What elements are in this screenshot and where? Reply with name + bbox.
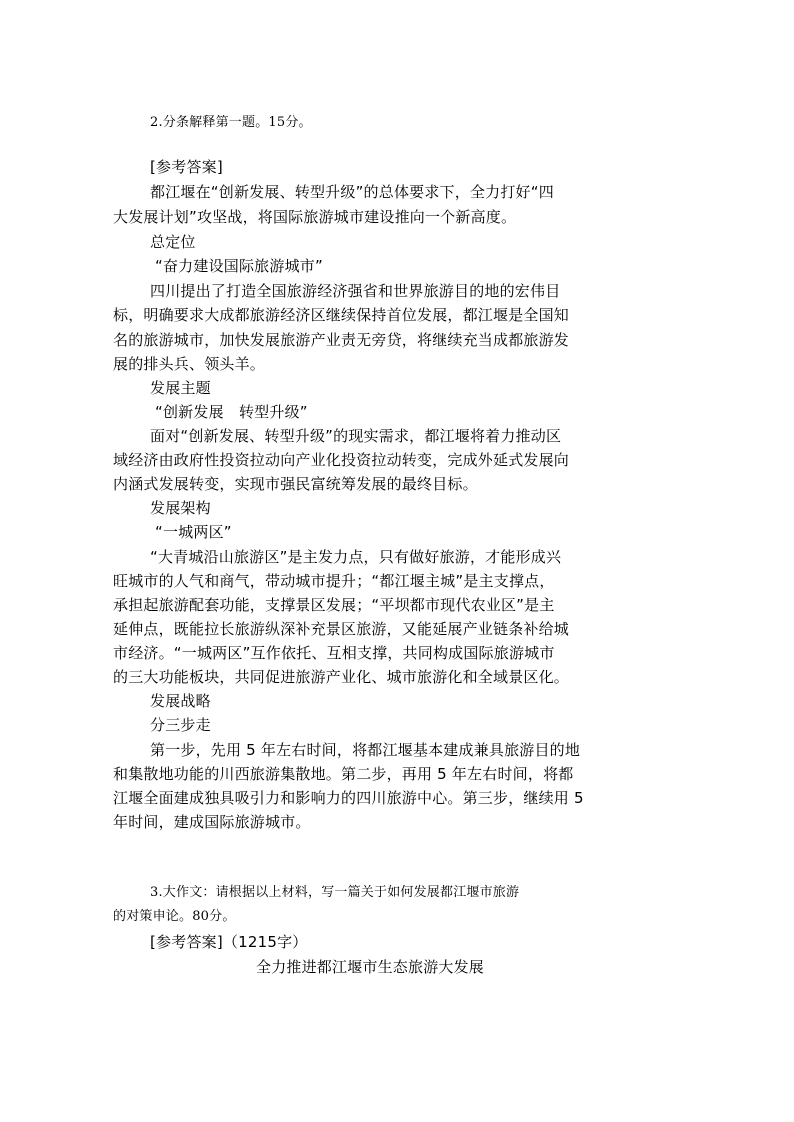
section-body-line: 面对“创新发展、转型升级”的现实需求，都江堰将着力推动区 [150, 427, 562, 445]
section-body-line: 名的旅游城市，加快发展旅游产业责无旁贷，将继续充当成都旅游发 [113, 331, 570, 349]
section-body-line: 江堰全面建成独具吸引力和影响力的四川旅游中心。第三步，继续用 5 [113, 789, 584, 807]
section-body-line: 内涵式发展转变，实现市强民富统筹发展的最终目标。 [113, 475, 478, 493]
question-3-prompt-line: 3.大作文：请根据以上材料，写一篇关于如何发展都江堰市旅游 [150, 885, 520, 900]
section-slogan: 分三步走 [150, 716, 211, 734]
section-body-line: 和集散地功能的川西旅游集散地。第二步，再用 5 年左右时间，将都 [113, 765, 574, 783]
section-slogan: “一城两区” [155, 523, 232, 541]
section-body-line: 四川提出了打造全国旅游经济强省和世界旅游目的地的宏伟目 [150, 282, 561, 300]
question-3-answer-label: [参考答案]（1215字） [150, 933, 308, 951]
section-heading: 发展战略 [150, 692, 211, 710]
question-3-prompt-line: 的对策申论。80分。 [113, 909, 236, 924]
section-heading: 发展架构 [150, 499, 211, 517]
section-heading: 发展主题 [150, 379, 211, 397]
section-body-line: 的三大功能板块，共同促进旅游产业化、城市旅游化和全域景区化。 [113, 668, 570, 686]
essay-title: 全力推进都江堰市生态旅游大发展 [256, 958, 485, 976]
section-body-line: 标，明确要求大成都旅游经济区继续保持首位发展，都江堰是全国知 [113, 306, 570, 324]
section-body-line: “大青城沿山旅游区”是主发力点，只有做好旅游，才能形成兴 [150, 548, 562, 566]
question-2-answer-label: [参考答案] [150, 158, 223, 176]
section-body-line: 承担起旅游配套功能，支撑景区发展；“平坝都市现代农业区”是主 [113, 596, 555, 614]
section-slogan: “创新发展 转型升级” [155, 403, 308, 421]
section-body-line: 第一步，先用 5 年左右时间，将都江堰基本建成兼具旅游目的地 [150, 741, 581, 759]
question-2-prompt: 2.分条解释第一题。15分。 [150, 115, 312, 130]
section-body-line: 延伸点，既能拉长旅游纵深补充景区旅游，又能延展产业链条补给城 [113, 620, 570, 638]
section-slogan: “奋力建设国际旅游城市” [155, 257, 323, 275]
intro-line: 大发展计划”攻坚战，将国际旅游城市建设推向一个新高度。 [113, 208, 517, 226]
section-body-line: 年时间，建成国际旅游城市。 [113, 813, 311, 831]
section-body-line: 域经济由政府性投资拉动向产业化投资拉动转变，完成外延式发展向 [113, 451, 570, 469]
section-body-line: 展的排头兵、领头羊。 [113, 355, 266, 373]
intro-line: 都江堰在“创新发展、转型升级”的总体要求下，全力打好“四 [150, 183, 554, 201]
section-body-line: 市经济。“一城两区”互作依托、互相支撑，共同构成国际旅游城市 [113, 644, 555, 662]
section-heading: 总定位 [150, 233, 196, 251]
section-body-line: 旺城市的人气和商气，带动城市提升；“都江堰主城”是主支撑点， [113, 572, 555, 590]
